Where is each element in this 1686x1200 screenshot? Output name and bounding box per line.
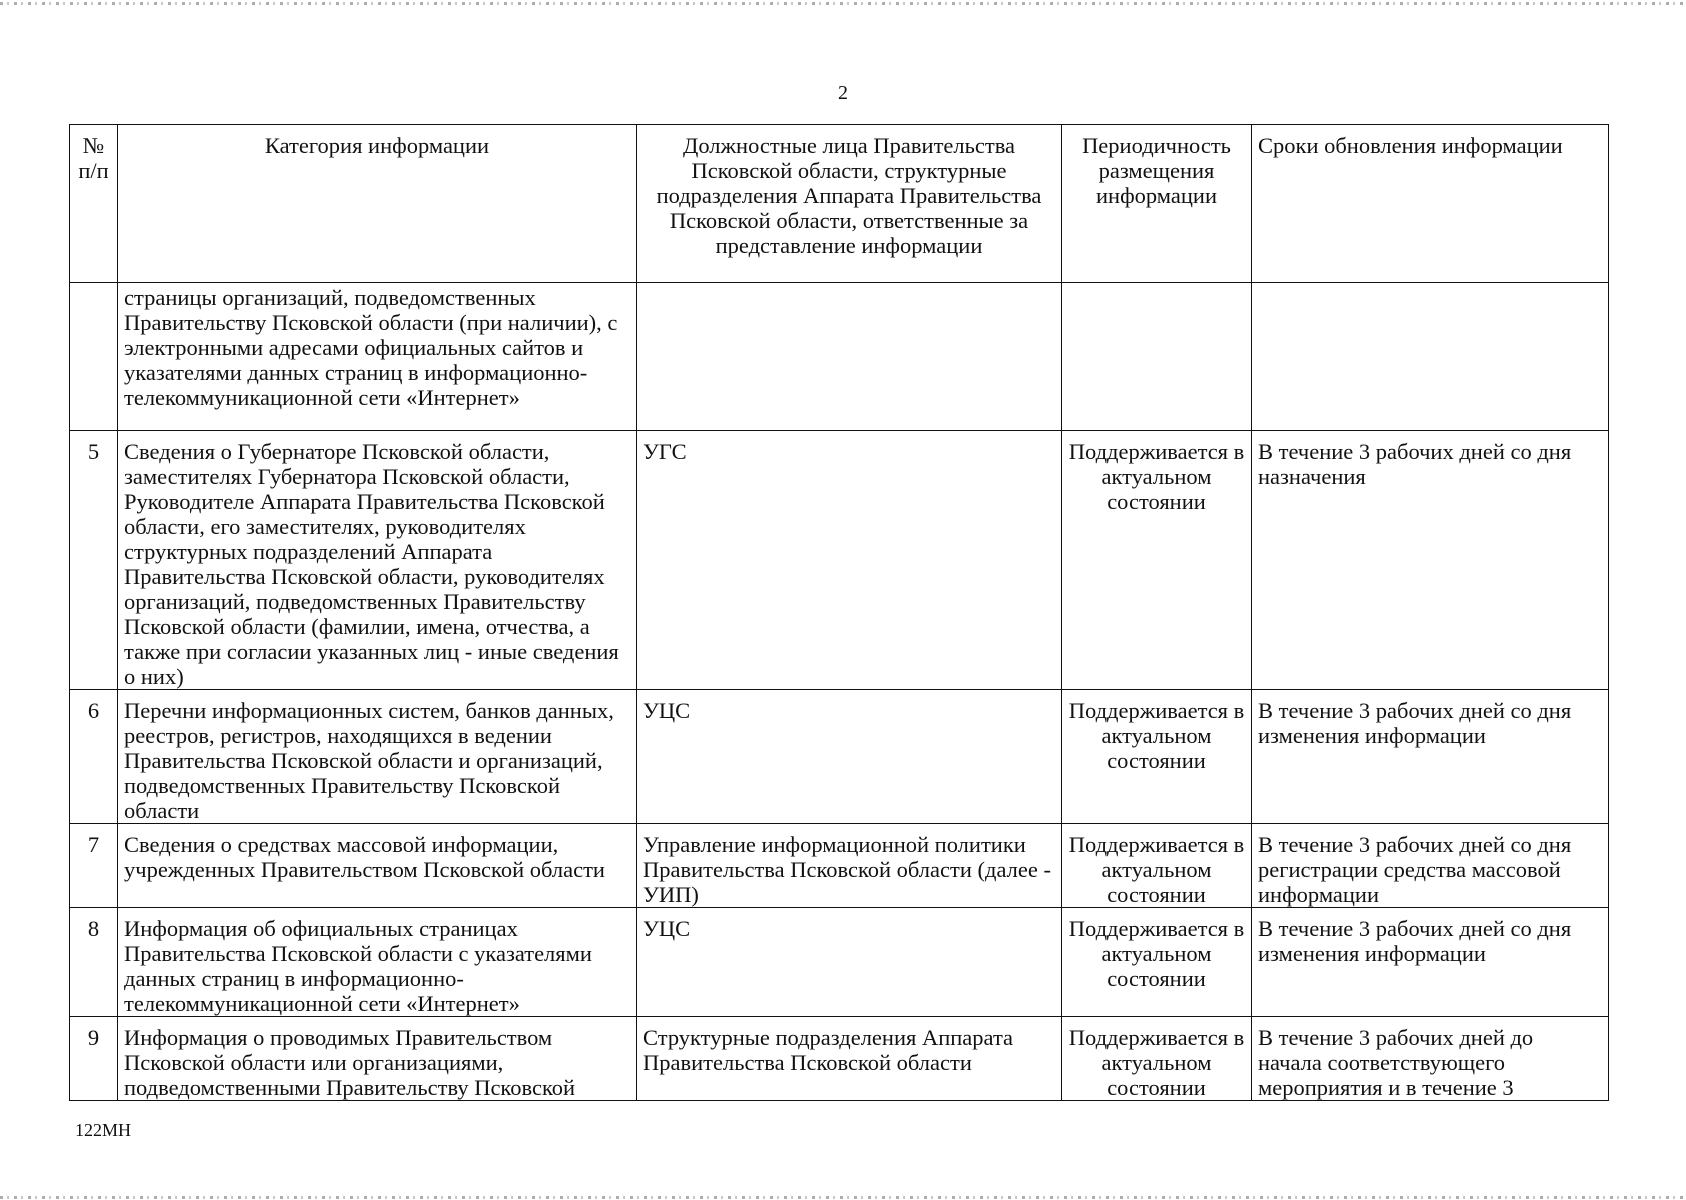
row-category: Информация о проводимых Правительством Псковской области или организациями, подведомственными Правительству Псковской bbox=[118, 1017, 637, 1101]
row-terms bbox=[1252, 283, 1609, 431]
table-row bbox=[70, 824, 1609, 908]
row-number: 9 bbox=[70, 1017, 118, 1101]
header-terms: Сроки обновления информации bbox=[1252, 125, 1609, 283]
row-number: 5 bbox=[70, 431, 118, 690]
row-number: 7 bbox=[70, 824, 118, 908]
row-category: Сведения о Губернаторе Псковской области, заместителях Губернатора Псковской области, Руководителе Аппарата Правительства Псковской области, его заместителях, руководителях структурных подразделений Аппарата Правительства Псковской области, руководителях организаций, подведомственных Правительству Псковской области (фамилии, имена, отчества, а также при согласии указанных лиц - иные сведения о них) bbox=[118, 431, 637, 690]
scan-edge-top bbox=[0, 2, 1686, 5]
header-number: № п/п bbox=[70, 125, 118, 283]
row-terms: В течение 3 рабочих дней со дня регистрации средства массовой информации bbox=[1252, 824, 1609, 908]
row-terms: В течение 3 рабочих дней со дня изменения информации bbox=[1252, 908, 1609, 1017]
row-periodicity: Поддерживается в актуальном состоянии bbox=[1062, 1017, 1252, 1101]
row-category: страницы организаций, подведомственных Правительству Псковской области (при наличии), с электронными адресами официальных сайтов и указателями данных страниц в информационно-телекоммуникационной сети «Интернет» bbox=[118, 283, 637, 431]
row-number bbox=[70, 283, 118, 431]
row-periodicity bbox=[1062, 283, 1252, 431]
row-category: Перечни информационных систем, банков данных, реестров, регистров, находящихся в ведении Правительства Псковской области и организаций, подведомственных Правительству Псковской области bbox=[118, 690, 637, 824]
row-terms: В течение 3 рабочих дней со дня назначения bbox=[1252, 431, 1609, 690]
information-table bbox=[69, 124, 1609, 1101]
table-row bbox=[70, 690, 1609, 824]
row-number: 8 bbox=[70, 908, 118, 1017]
row-category: Сведения о средствах массовой информации, учрежденных Правительством Псковской области bbox=[118, 824, 637, 908]
row-periodicity: Поддерживается в актуальном состоянии bbox=[1062, 824, 1252, 908]
page-number: 2 bbox=[838, 82, 848, 104]
table-row bbox=[70, 1017, 1609, 1101]
row-number: 6 bbox=[70, 690, 118, 824]
table-header-row bbox=[70, 125, 1609, 283]
row-responsible: УЦС bbox=[637, 908, 1062, 1017]
header-periodicity: Периодичность размещения информации bbox=[1062, 125, 1252, 283]
row-periodicity: Поддерживается в актуальном состоянии bbox=[1062, 690, 1252, 824]
row-responsible: УЦС bbox=[637, 690, 1062, 824]
header-category: Категория информации bbox=[118, 125, 637, 283]
row-responsible: УГС bbox=[637, 431, 1062, 690]
table-row bbox=[70, 283, 1609, 431]
row-terms: В течение 3 рабочих дней до начала соответствующего мероприятия и в течение 3 bbox=[1252, 1017, 1609, 1101]
row-terms: В течение 3 рабочих дней со дня изменения информации bbox=[1252, 690, 1609, 824]
row-periodicity: Поддерживается в актуальном состоянии bbox=[1062, 431, 1252, 690]
table-row bbox=[70, 908, 1609, 1017]
scan-edge-bottom bbox=[0, 1196, 1686, 1199]
table-row bbox=[70, 431, 1609, 690]
row-periodicity: Поддерживается в актуальном состоянии bbox=[1062, 908, 1252, 1017]
row-responsible: Управление информационной политики Правительства Псковской области (далее - УИП) bbox=[637, 824, 1062, 908]
row-category: Информация об официальных страницах Правительства Псковской области с указателями данных страниц в информационно-телекоммуникационной сети «Интернет» bbox=[118, 908, 637, 1017]
row-responsible: Структурные подразделения Аппарата Правительства Псковской области bbox=[637, 1017, 1062, 1101]
document-code: 122МН bbox=[75, 1120, 132, 1140]
header-responsible: Должностные лица Правительства Псковской области, структурные подразделения Аппарата Правительства Псковской области, ответственные за представление информации bbox=[637, 125, 1062, 283]
row-responsible bbox=[637, 283, 1062, 431]
